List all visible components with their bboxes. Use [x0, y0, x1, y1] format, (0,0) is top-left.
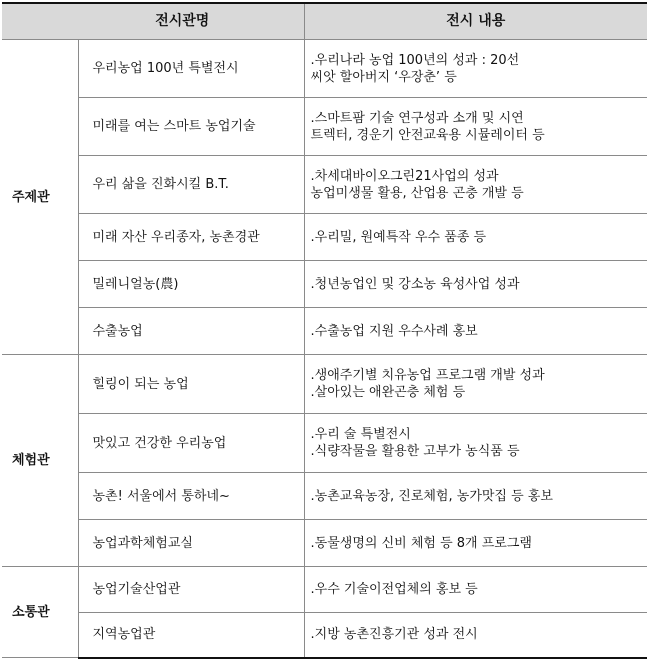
hall-name: 우리 삶을 진화시킬 B.T.: [78, 156, 304, 214]
hall-name: 미래 자산 우리종자, 농촌경관: [78, 214, 304, 261]
hall-name: 맛있고 건강한 우리농업: [78, 414, 304, 473]
hall-name: 밀레니얼농(農): [78, 261, 304, 308]
table-row: [2, 261, 647, 308]
category-label: 주제관: [2, 40, 78, 355]
hall-content: .청년농업인 및 강소농 육성사업 성과: [304, 261, 647, 308]
hall-content: .지방 농촌진흥기관 성과 전시: [304, 613, 647, 658]
hall-content: .수출농업 지원 우수사례 홍보: [304, 308, 647, 355]
exhibition-table: [2, 2, 647, 659]
header-content: 전시 내용: [304, 3, 647, 40]
hall-content: .우리 술 특별전시 .식량작물을 활용한 고부가 농식품 등: [304, 414, 647, 473]
hall-name: 힐링이 되는 농업: [78, 355, 304, 414]
hall-name: 미래를 여는 스마트 농업기술: [78, 98, 304, 156]
table-row: [2, 214, 647, 261]
hall-name: 지역농업관: [78, 613, 304, 658]
header-name: 전시관명: [2, 3, 304, 40]
table-row: [2, 613, 647, 658]
hall-name: 농촌! 서울에서 통하네~: [78, 473, 304, 520]
hall-content: .우리나라 농업 100년의 성과 : 20선 씨앗 할아버지 ‘우장춘’ 등: [304, 40, 647, 98]
hall-name: 농업과학체험교실: [78, 520, 304, 567]
table-row: [2, 473, 647, 520]
table-row: [2, 98, 647, 156]
hall-name: 농업기술산업관: [78, 567, 304, 613]
hall-content: .농촌교육농장, 진로체험, 농가맛집 등 홍보: [304, 473, 647, 520]
hall-content: .우수 기술이전업체의 홍보 등: [304, 567, 647, 613]
hall-content: .스마트팜 기술 연구성과 소개 및 시연 트렉터, 경운기 안전교육용 시뮬레이터 등: [304, 98, 647, 156]
header-row: [2, 3, 647, 40]
hall-content: .우리밀, 원예특작 우수 품종 등: [304, 214, 647, 261]
hall-name: 우리농업 100년 특별전시: [78, 40, 304, 98]
hall-name: 수출농업: [78, 308, 304, 355]
table-row: [2, 567, 647, 613]
table-row: [2, 156, 647, 214]
hall-content: .생애주기별 치유농업 프로그램 개발 성과 .살아있는 애완곤충 체험 등: [304, 355, 647, 414]
category-label: 소통관: [2, 567, 78, 658]
category-label: 체험관: [2, 355, 78, 567]
hall-content: .동물생명의 신비 체험 등 8개 프로그램: [304, 520, 647, 567]
table-row: [2, 414, 647, 473]
hall-content: .차세대바이오그린21사업의 성과 농업미생물 활용, 산업용 곤충 개발 등: [304, 156, 647, 214]
table-row: [2, 308, 647, 355]
table-row: [2, 520, 647, 567]
table-row: [2, 40, 647, 98]
table-row: [2, 355, 647, 414]
